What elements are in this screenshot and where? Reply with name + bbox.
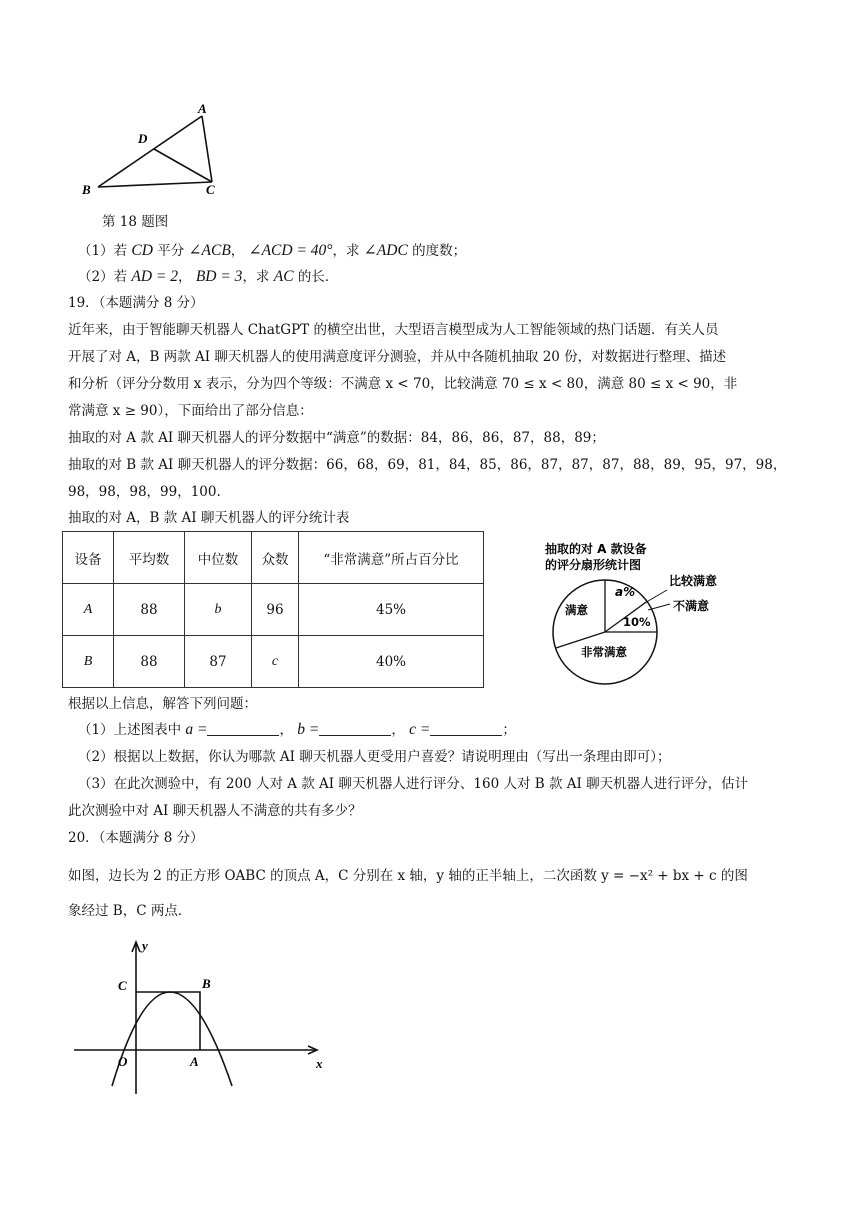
- q20-line1: 如图，边长为 2 的正方形 OABC 的顶点 A，C 分别在 x 轴，y 轴的正半轴上，二次函数 y = −x² + bx + c 的图: [68, 868, 748, 884]
- q20-line2: 象经过 B，C 两点．: [68, 903, 192, 919]
- table-cell: 87: [185, 636, 252, 688]
- q19-table-title: 抽取的对 A，B 款 AI 聊天机器人的评分统计表: [68, 510, 350, 526]
- table-cell: 88: [114, 636, 185, 688]
- q19-part1: （1）上述图表中 a = ， b = ， c = ；: [78, 721, 516, 738]
- table-row: [63, 584, 484, 636]
- q19-part2: （2）根据以上数据，你认为哪款 AI 聊天机器人更受用户喜爱？请说明理由（写出一条理由即可）；: [78, 749, 671, 765]
- pie-label-bijiao: 比较满意: [669, 574, 718, 588]
- table-cell: 96: [252, 584, 299, 636]
- q19-intro-4: 常满意 x ≥ 90），下面给出了部分信息：: [68, 403, 313, 419]
- label-y: y: [142, 938, 148, 953]
- figure-18-caption: 第 18 题图: [102, 214, 169, 230]
- q19-data-b-1: 抽取的对 B 款 AI 聊天机器人的评分数据：66，68，69，81，84，85，86，87，87，87，88，89，95，97，98，: [68, 457, 787, 473]
- table-header-row: [63, 532, 484, 584]
- label-x: x: [316, 1056, 323, 1071]
- q18-part1: （1）若 CD 平分 ∠ACB， ∠ACD = 40°，求 ∠ADC 的度数；: [78, 242, 467, 259]
- pie-label-a-percent: a%: [615, 585, 636, 599]
- pie-label-feichang: 非常满意: [581, 645, 627, 659]
- label-A: A: [190, 1054, 199, 1069]
- q19-header: 19．（本题满分 8 分）: [68, 295, 204, 311]
- table-cell: b: [185, 584, 252, 636]
- table-cell: A: [63, 584, 114, 636]
- q19-part3-2: 此次测验中对 AI 聊天机器人不满意的共有多少？: [68, 803, 362, 819]
- stats-table: [62, 531, 484, 688]
- table-cell: 40%: [299, 636, 484, 688]
- pie-chart: [535, 538, 745, 688]
- label-A: A: [198, 101, 207, 116]
- table-header-cell: 中位数: [185, 532, 252, 584]
- table-header-cell: “非常满意”所占百分比: [299, 532, 484, 584]
- figure-20-parabola: [66, 936, 336, 1096]
- q19-data-a: 抽取的对 A 款 AI 聊天机器人的评分数据中“满意”的数据：84，86，86，87，88，89；: [68, 430, 605, 446]
- table-cell: B: [63, 636, 114, 688]
- pie-title-line1: 抽取的对 A 款设备: [545, 542, 647, 556]
- q19-intro-1: 近年来，由于智能聊天机器人 ChatGPT 的横空出世，大型语言模型成为人工智能领域的热门话题．有关人员: [68, 322, 719, 338]
- label-O: O: [118, 1054, 128, 1069]
- q19-after-table: 根据以上信息，解答下列问题：: [68, 696, 257, 712]
- q20-header: 20．（本题满分 8 分）: [68, 830, 204, 846]
- table-header-cell: 设备: [63, 532, 114, 584]
- table-row: [63, 636, 484, 688]
- pie-label-10-percent: 10%: [623, 615, 651, 629]
- label-B: B: [82, 182, 91, 197]
- blank-c[interactable]: [430, 721, 502, 736]
- q19-data-b-2: 98，98，98，99，100.: [68, 484, 221, 500]
- label-D: D: [138, 131, 148, 146]
- pie-label-manyi: 满意: [565, 603, 588, 617]
- q19-part3-1: （3）在此次测验中，有 200 人对 A 款 AI 聊天机器人进行评分、160 人对 B 款 AI 聊天机器人进行评分，估计: [78, 776, 749, 792]
- blank-a[interactable]: [207, 721, 279, 736]
- table-header-cell: 众数: [252, 532, 299, 584]
- table-cell: 45%: [299, 584, 484, 636]
- label-C: C: [206, 182, 215, 197]
- pie-title-line2: 的评分扇形统计图: [545, 558, 642, 572]
- blank-b[interactable]: [319, 721, 391, 736]
- q18-part2: （2）若 AD = 2， BD = 3，求 AC 的长．: [78, 268, 339, 285]
- table-cell: 88: [114, 584, 185, 636]
- q19-intro-3: 和分析（评分分数用 x 表示，分为四个等级：不满意 x < 70，比较满意 70 ≤ x < 80，满意 80 ≤ x < 90，非: [68, 376, 738, 392]
- label-B: B: [202, 976, 211, 991]
- table-cell: c: [252, 636, 299, 688]
- figure-18-triangle: [70, 100, 240, 200]
- label-C: C: [118, 978, 127, 993]
- table-header-cell: 平均数: [114, 532, 185, 584]
- pie-label-bumanyi: 不满意: [673, 599, 710, 613]
- q19-intro-2: 开展了对 A，B 两款 AI 聊天机器人的使用满意度评分测验，并从中各随机抽取 20 份，对数据进行整理、描述: [68, 349, 727, 365]
